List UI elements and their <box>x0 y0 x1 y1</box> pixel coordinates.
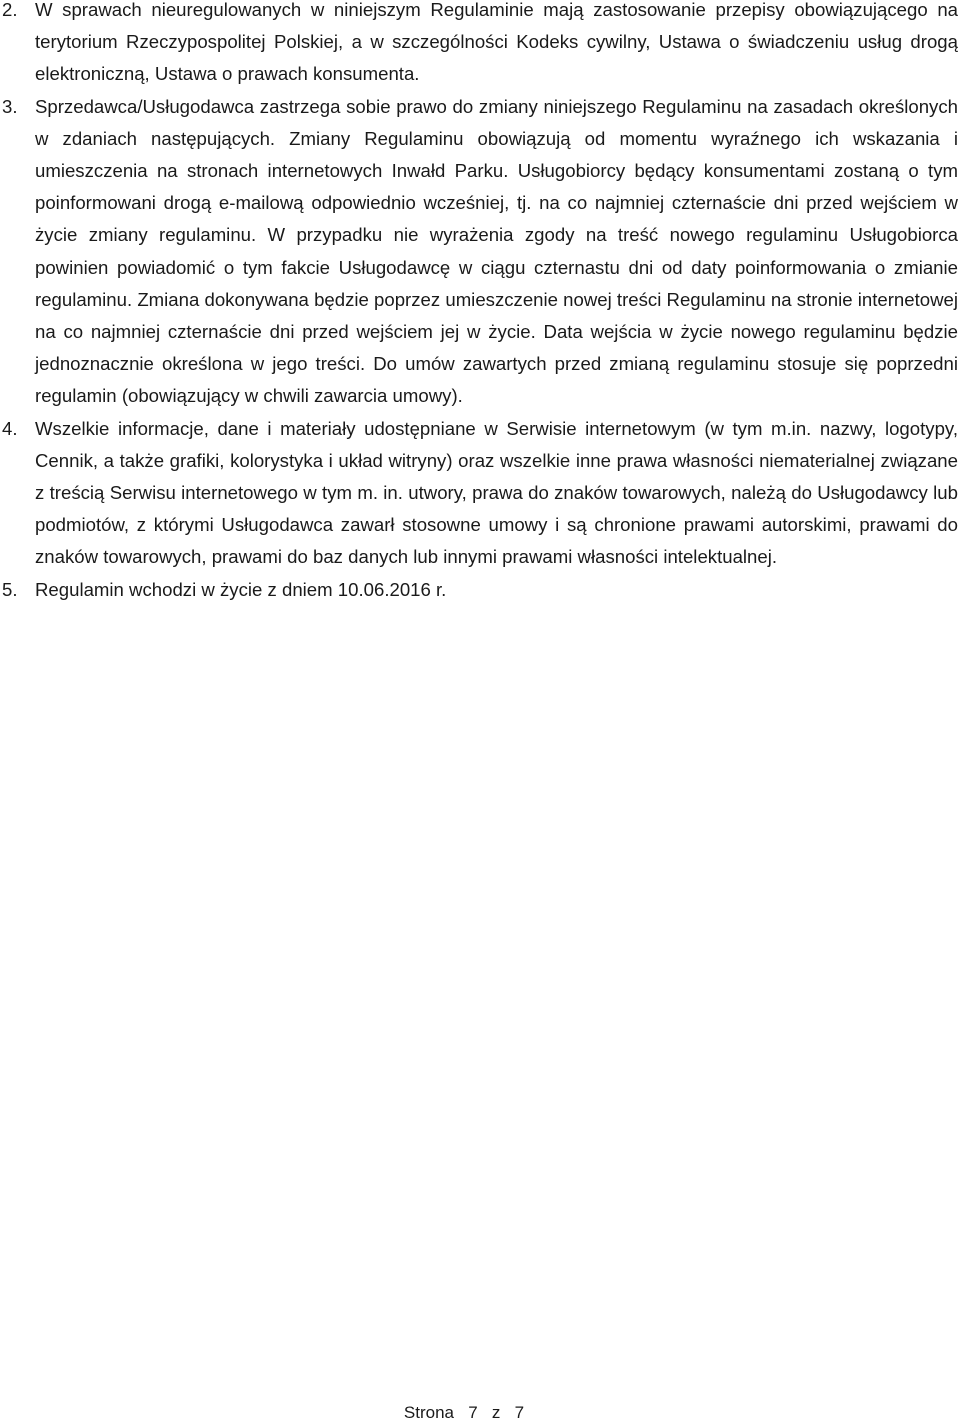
item-number: 4. <box>2 417 18 439</box>
page-separator: z <box>491 1403 501 1422</box>
item-text: Regulamin wchodzi w życie z dniem 10.06.2016 r. <box>35 578 447 600</box>
current-page-number: 7 <box>468 1403 478 1422</box>
item-text: W sprawach nieuregulowanych w niniejszym Regulaminie mają zastosowanie przepisy obowiązującego na terytorium Rzeczypospolitej Polskiej, a w szczególności Kodeks cywilny, Ustawa o świadczeniu usług drogą elektroniczną, Ustawa o prawach konsumenta. <box>35 0 958 85</box>
list-item <box>0 91 958 413</box>
item-number: 2. <box>2 0 18 20</box>
regulations-list <box>0 0 958 606</box>
total-pages-number: 7 <box>514 1403 525 1422</box>
item-number: 5. <box>2 578 18 600</box>
list-item <box>0 0 958 91</box>
list-item <box>0 574 958 606</box>
item-text: Wszelkie informacje, dane i materiały udostępniane w Serwisie internetowym (w tym m.in. nazwy, logotypy, Cennik, a także grafiki, kolorystyka i układ witryny) oraz wszelkie inne prawa własności niematerialnej związane z treścią Serwisu internetowego w tym m. in. utwory, prawa do znaków towarowych, należą do Usługodawcy lub podmiotów, z którymi Usługodawca zawarł stosowne umowy i są chronione prawami autorskimi, prawami do znaków towarowych, prawami do baz danych lub innymi prawami własności intelektualnej. <box>35 417 958 568</box>
page-label: Strona <box>403 1403 455 1422</box>
page-footer <box>0 1400 928 1426</box>
item-text: Sprzedawca/Usługodawca zastrzega sobie prawo do zmiany niniejszego Regulaminu na zasadach określonych w zdaniach następujących. Zmiany Regulaminu obowiązują od momentu wyraźnego ich wskazania i umieszczenia na stronach internetowych Inwałd Parku. Usługobiorcy będący konsumentami zostaną o tym poinformowani drogą e-mailową odpowiednio wcześniej, tj. na co najmniej czternaście dni przed wejściem w życie zmiany regulaminu. W przypadku nie wyrażenia zgody na treść nowego regulaminu Usługobiorca powinien powiadomić o tym fakcie Usługodawcę w ciągu czternastu dni od daty poinformowania o zmianie regulaminu. Zmiana dokonywana będzie poprzez umieszczenie nowej treści Regulaminu na stronie internetowej na co najmniej czternaście dni przed wejściem jej w życie. Data wejścia w życie nowego regulaminu będzie jednoznacznie określona w jego treści. Do umów zawartych przed zmianą regulaminu stosuje się poprzedni regulamin (obowiązujący w chwili zawarcia umowy). <box>35 95 958 407</box>
item-number: 3. <box>2 95 18 117</box>
list-item <box>0 413 958 574</box>
